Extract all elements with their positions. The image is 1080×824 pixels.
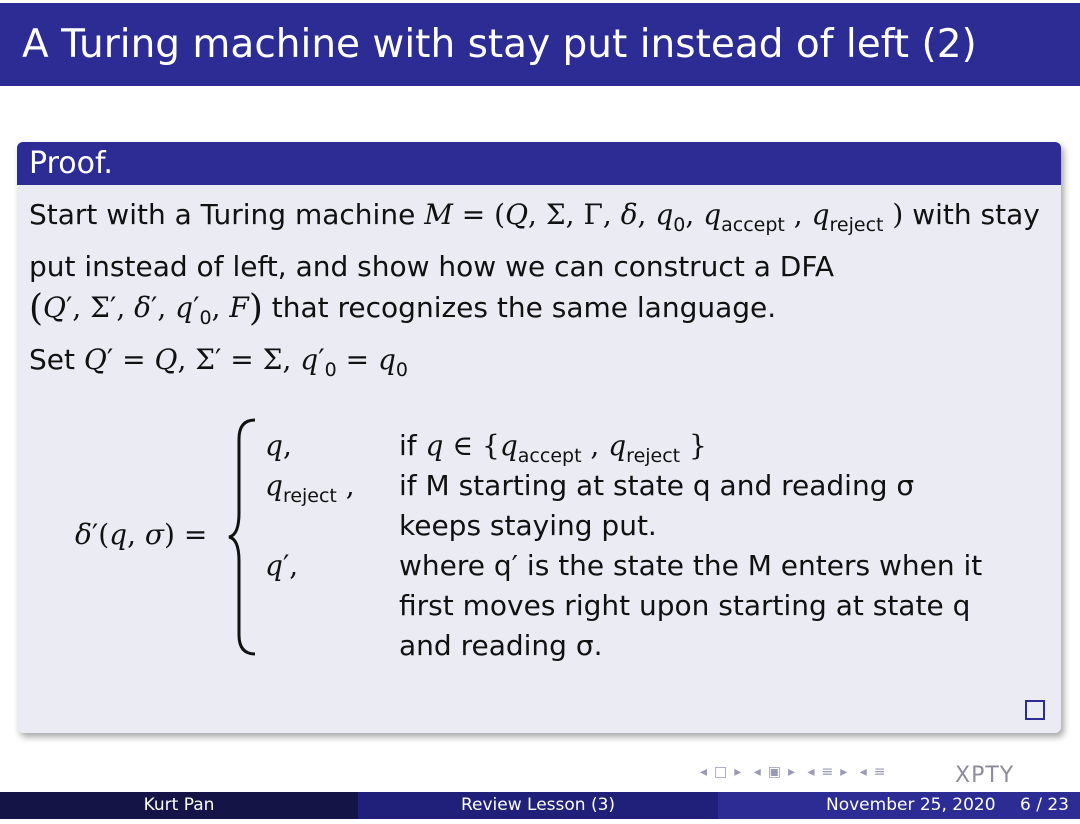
case-3-value: q′, [265,549,299,582]
transition-definition [17,417,1057,662]
case-3-condition-cont-1: first moves right upon starting at state q [399,589,971,622]
case-2-condition: if M starting at state q and reading σ [399,469,915,502]
footer-date: November 25, 2020 [826,795,996,815]
subsection-icon[interactable]: ▣ [767,764,783,780]
case-1-value: q, [265,429,292,462]
proof-line-2: put instead of left, and show how we can construct a DFA [29,250,835,283]
subsection-prev-icon[interactable]: ◂ [753,764,762,780]
section-prev-icon[interactable]: ◂ [807,764,816,780]
proof-heading: Proof. [17,142,1061,185]
frame-prev-icon[interactable]: ◂ [700,764,709,780]
qed-square-icon [1025,700,1045,720]
subsection-next-icon[interactable]: ▸ [788,764,797,780]
footer-right [718,792,1080,819]
left-brace [225,417,259,657]
footer-author: Kurt Pan [0,792,358,819]
case-2-condition-cont: keeps staying put. [399,509,657,542]
case-3-condition: where q′ is the state the M enters when it [399,549,983,582]
proof-line-1: Start with a Turing machine M = (Q, Σ, Γ, δ, $q_0$, $q_{accept}$ , $q_{reject}$ ) with stay [29,198,1040,236]
frame-icon[interactable]: □ [714,764,729,780]
proof-line-3: (Q′, Σ′, δ′, $q'_0$, F) that recognizes the same language. [29,288,777,329]
search-icon[interactable]: ≡ [873,764,887,780]
watermark-text: XPTY [955,763,1015,788]
transition-lhs: δ′(q, σ) = [75,518,208,551]
case-3-condition-cont-2: and reading σ. [399,629,603,662]
proof-line-4: Set Q′ = Q, Σ′ = Σ, $q'_0 = q_0$ [29,343,408,381]
proof-block [17,142,1061,733]
footer-short-title: Review Lesson (3) [358,792,718,819]
proof-body [29,194,1049,391]
slide-title: A Turing machine with stay put instead of left (2) [0,3,1080,86]
beamer-navigation [700,764,893,786]
back-icon[interactable]: ◂ [859,764,868,780]
section-next-icon[interactable]: ▸ [840,764,849,780]
footer [0,792,1080,819]
footer-page-number: 6 / 23 [1020,795,1069,815]
case-1-condition: if q ∈ {$q_{accept}$ , $q_{reject}$ } [399,429,707,467]
case-2-value: $q_{reject}$ , [265,469,355,507]
frame-next-icon[interactable]: ▸ [734,764,743,780]
section-icon[interactable]: ≡ [821,764,835,780]
